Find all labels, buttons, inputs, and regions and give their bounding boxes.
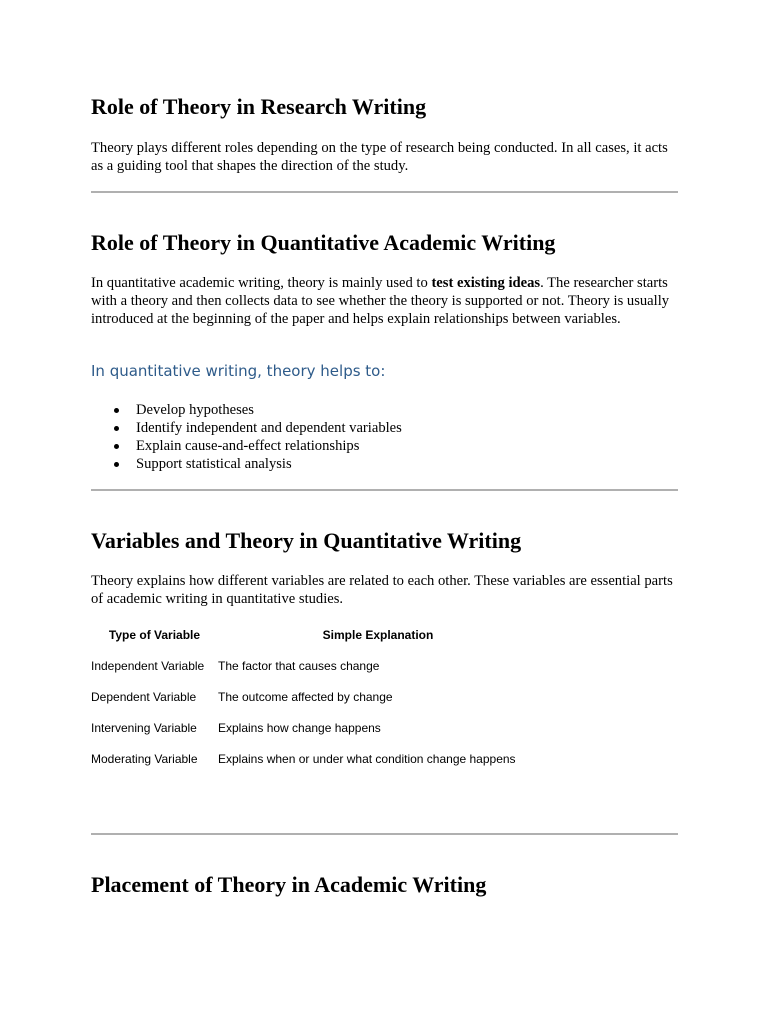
table-cell: Intervening Variable: [91, 720, 197, 735]
table-cell: The factor that causes change: [218, 658, 380, 673]
list-item-text: Support statistical analysis: [136, 456, 292, 472]
list-item-text: Identify independent and dependent variables: [136, 420, 402, 436]
bullet-icon: [114, 408, 119, 413]
section-heading-quantitative: Role of Theory in Quantitative Academic Writing: [91, 230, 556, 255]
list-item-text: Develop hypotheses: [136, 402, 254, 418]
section-heading-role-of-theory: Role of Theory in Research Writing: [91, 94, 427, 119]
paragraph-text: . The researcher starts with a theory and then collects data to see whether the theory is supported or not. Theory is usually introduced at the beginning of the paper and helps explain relationships between variables.: [91, 275, 670, 327]
table-cell: Explains when or under what condition change happens: [218, 751, 516, 766]
intro-paragraph: Theory plays different roles depending on the type of research being conducted. In all cases, it acts as a guiding tool that shapes the direction of the study.: [91, 140, 668, 174]
bullet-list: [91, 401, 402, 473]
table-row: [91, 681, 538, 712]
table-row: [91, 712, 538, 743]
bullet-icon: [114, 462, 119, 467]
table-header-row: [91, 619, 538, 650]
table-row: [91, 650, 538, 681]
variables-paragraph: Theory explains how different variables are related to each other. These variables are essential parts of academic writing in quantitative studies.: [91, 573, 673, 607]
table-cell: Independent Variable: [91, 658, 205, 673]
table-cell: Explains how change happens: [218, 720, 381, 735]
list-item: [91, 419, 402, 437]
section-divider: [91, 833, 678, 835]
table-cell: Dependent Variable: [91, 689, 197, 704]
subheading-theory-helps: In quantitative writing, theory helps to:: [91, 362, 386, 380]
emphasis-text: test existing ideas: [431, 275, 541, 291]
list-item: [91, 437, 402, 455]
variables-table: [91, 619, 538, 774]
table-cell: The outcome affected by change: [218, 689, 393, 704]
list-item: [91, 455, 402, 473]
section-divider: [91, 489, 678, 491]
bullet-icon: [114, 426, 119, 431]
table-row: [91, 743, 538, 774]
section-heading-placement: Placement of Theory in Academic Writing: [91, 872, 487, 897]
column-header: Type of Variable: [108, 627, 201, 642]
paragraph-text: In quantitative academic writing, theory is mainly used to: [91, 275, 432, 291]
table-cell: Moderating Variable: [91, 751, 198, 766]
quantitative-paragraph: [91, 274, 681, 328]
list-item-text: Explain cause-and-effect relationships: [136, 438, 360, 454]
section-divider: [91, 191, 678, 193]
column-header: Simple Explanation: [322, 627, 434, 642]
section-heading-variables: Variables and Theory in Quantitative Writing: [91, 528, 522, 553]
list-item: [91, 401, 402, 419]
bullet-icon: [114, 444, 119, 449]
